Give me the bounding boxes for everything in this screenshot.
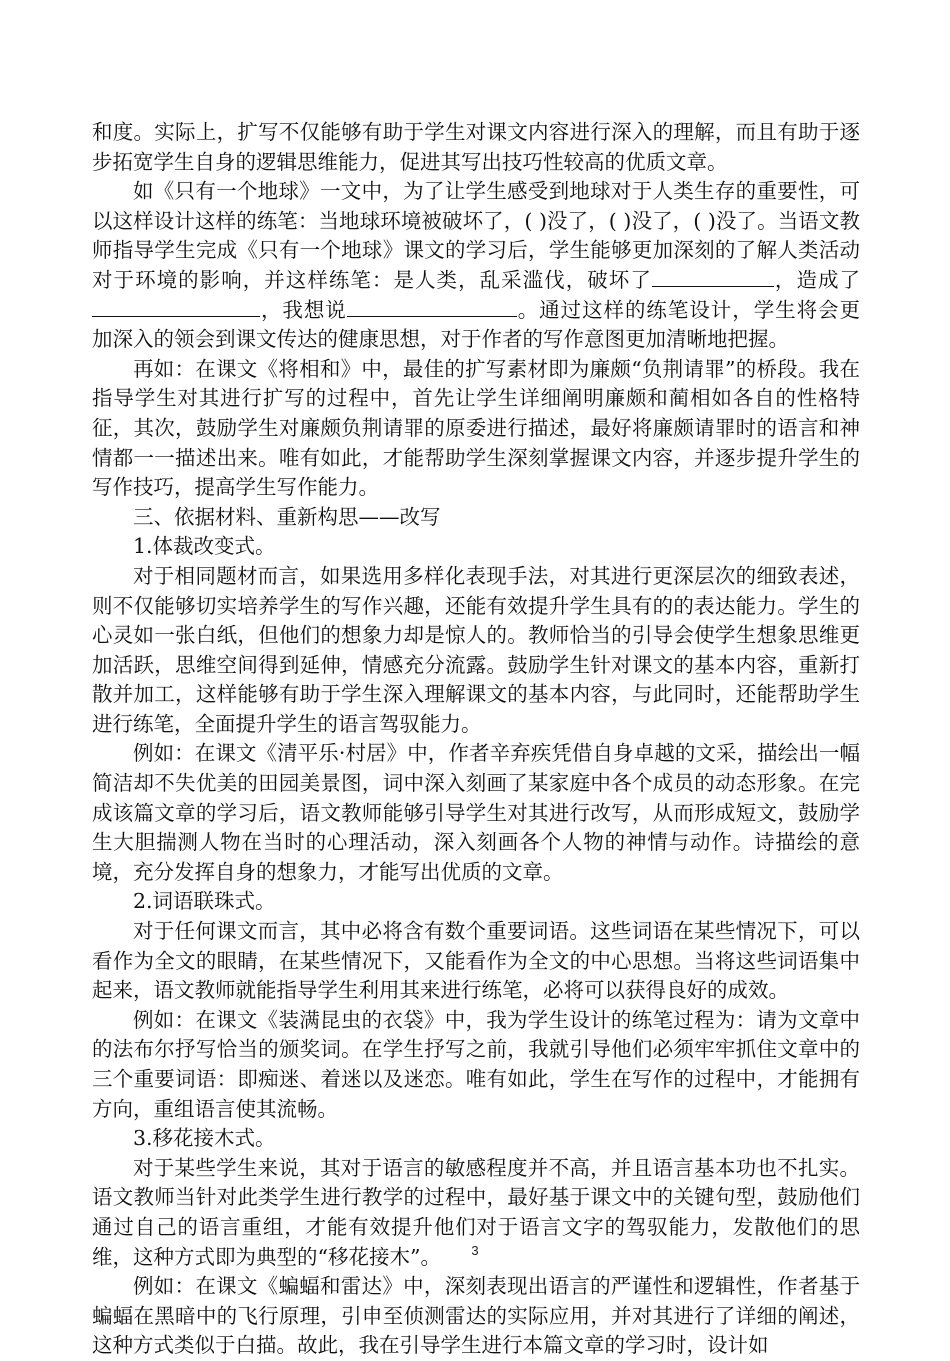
paragraph: 例如：在课文《装满昆虫的衣袋》中，我为学生设计的练笔过程为：请为文章中的法布尔抒写恰当的颁奖词。在学生抒写之前，我就引导他们必须牢牢抓住文章中的三个重要词语：即痴迷、着迷以及迷恋。唯有如此，学生在写作的过程中，才能拥有方向，重组语言使其流畅。 bbox=[92, 1007, 860, 1121]
fill-blank bbox=[347, 298, 517, 317]
section-heading: 三、依据材料、重新构思——改写 bbox=[133, 504, 441, 529]
paragraph: 和度。实际上，扩写不仅能够有助于学生对课文内容进行深入的理解，而且有助于逐步拓宽学生自身的逻辑思维能力，促进其写出技巧性较高的优质文章。 bbox=[92, 120, 860, 174]
fill-blank bbox=[652, 268, 774, 287]
paragraph-text: 如《只有一个地球》一文中，为了让学生感受到地球对于人类生存的重要性，可以这样设计这样的练笔：当地球环境被破坏了，( )没了，( )没了，( )没了。当语文教师指导学生完成《只有一个地球》课文的学习后，学生能够更加深刻的了解人类活动对于环境的影响，并这样练笔：是人类，乱采滥伐，破坏了 bbox=[92, 179, 860, 292]
subsection-heading: 3.移花接木式。 bbox=[133, 1126, 276, 1151]
paragraph: 例如：在课文《蝙蝠和雷达》中，深刻表现出语言的严谨性和逻辑性，作者基于蝙蝠在黑暗中的飞行原理，引申至侦测雷达的实际应用，并对其进行了详细的阐述，这种方式类似于白描。故此，我在引导学生进行本篇文章的学习时，设计如 bbox=[92, 1274, 860, 1358]
paragraph: 再如：在课文《将相和》中，最佳的扩写素材即为廉颇“负荆请罪”的桥段。我在指导学生对其进行扩写的过程中，首先让学生详细阐明廉颇和蔺相如各自的性格特征，其次，鼓励学生对廉颇负荆请罪的原委进行描述，最好将廉颇请罪时的语言和神情都一一描述出来。唯有如此，才能帮助学生深刻掌握课文内容，并逐步提升学生的写作技巧，提高学生写作能力。 bbox=[92, 356, 860, 500]
page-number: 3 bbox=[471, 1243, 479, 1258]
paragraph: 对于任何课文而言，其中必将含有数个重要词语。这些词语在某些情况下，可以看作为全文的眼睛，在某些情况下，又能看作为全文的中心思想。当将这些词语集中起来，语文教师就能指导学生利用其来进行练笔，必将可以获得良好的成效。 bbox=[92, 919, 860, 1003]
paragraph: 对于某些学生来说，其对于语言的敏感程度并不高，并且语言基本功也不扎实。语文教师当针对此类学生进行教学的过程中，最好基于课文中的关键句型，鼓励他们通过自己的语言重组，才能有效提升他们对于语言文字的驾驭能力，发散他们的思维，这种方式即为典型的“移花接木”。 bbox=[92, 1155, 860, 1269]
paragraph-text: ，造成了 bbox=[773, 267, 861, 292]
paragraph: 对于相同题材而言，如果选用多样化表现手法，对其进行更深层次的细致表述，则不仅能够切实培养学生的写作兴趣，还能有效提升学生具有的的表达能力。学生的心灵如一张白纸，但他们的想象力却是惊人的。教师恰当的引导会使学生想象思维更加活跃，思维空间得到延伸，情感充分流露。鼓励学生针对课文的基本内容，重新打散并加工，这样能够有助于学生深入理解课文的基本内容，与此同时，还能帮助学生进行练笔，全面提升学生的语言驾驭能力。 bbox=[92, 563, 860, 736]
paragraph: 例如：在课文《清平乐·村居》中，作者辛弃疾凭借自身卓越的文采，描绘出一幅简洁却不失优美的田园美景图，词中深入刻画了某家庭中各个成员的动态形象。在完成该篇文章的学习后，语文教师能够引导学生对其进行改写，从而形成短文，鼓励学生大胆揣测人物在当时的心理活动，深入刻画各个人物的神情与动作。诗描绘的意境，充分发挥自身的想象力，才能写出优质的文章。 bbox=[92, 741, 860, 884]
subsection-heading: 1.体裁改变式。 bbox=[133, 534, 276, 559]
paragraph-text: 。通过这样的练笔设计，学生将会更加深入的领会到课文传达的健康思想，对于作者的写作意图更加清晰地把握。 bbox=[92, 297, 861, 352]
paragraph-with-blanks bbox=[92, 177, 860, 355]
body-text bbox=[92, 118, 860, 1361]
subsection-heading: 2.词语联珠式。 bbox=[133, 889, 276, 914]
fill-blank bbox=[92, 298, 260, 317]
paragraph-text: ，我想说 bbox=[260, 297, 347, 322]
